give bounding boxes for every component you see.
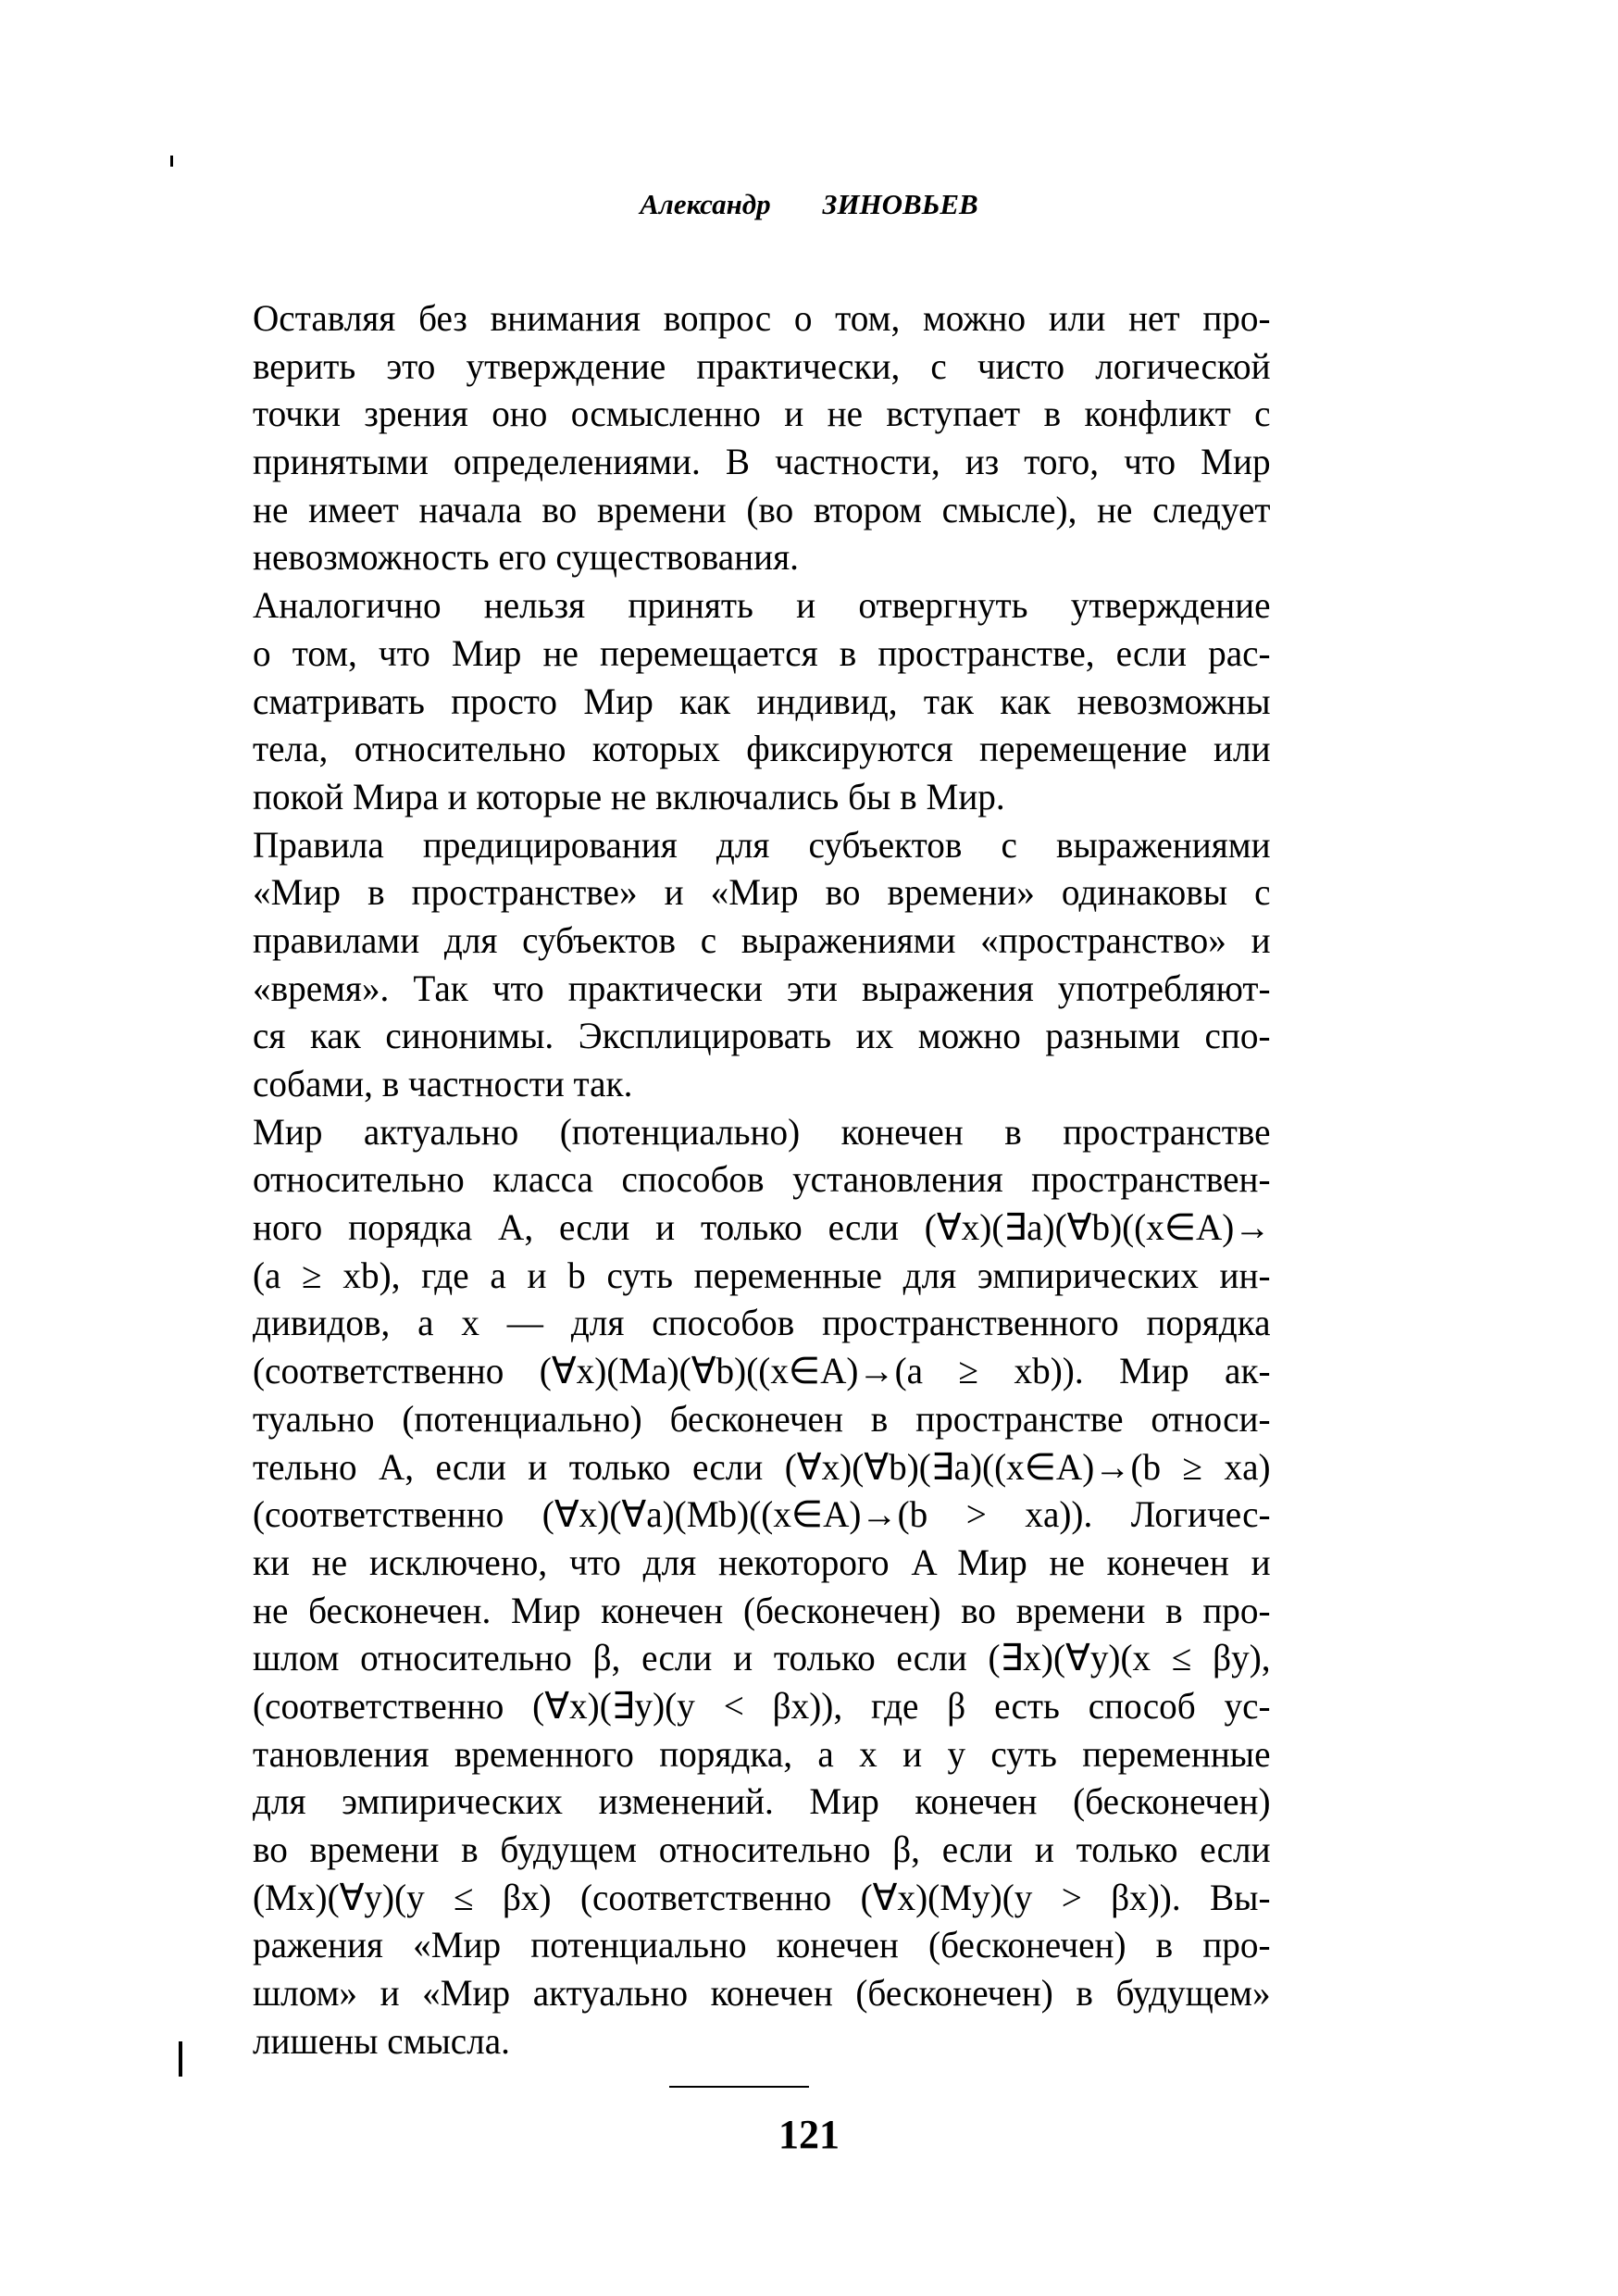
text-line: дивидов, а x — для способов пространственного порядка (253, 1302, 1271, 1344)
text-line: Правила предицирования для субъектов с выражениями (253, 823, 1271, 866)
text-line: во времени в будущем относительно β, если и только если (253, 1828, 1271, 1870)
text-line: не бесконечен. Мир конечен (бесконечен) во времени в про- (253, 1589, 1271, 1631)
text-line: шлом» и «Мир актуально конечен (бесконечен) в будущем» (253, 1972, 1271, 2015)
paragraph (253, 294, 1271, 581)
text-line: покой Мира и которые не включались бы в Мир. (253, 775, 1005, 817)
text-line: (соответственно (∀x)(∃y)(y < βx)), где β есть способ ус- (253, 1684, 1271, 1727)
text-line: «время». Так что практически эти выражения употребляют- (253, 967, 1271, 1009)
page-body (253, 294, 1271, 2065)
text-line: тановления временного порядка, а x и y суть переменные (253, 1732, 1271, 1775)
paragraph (253, 1108, 1271, 2065)
text-line: ки не исключено, что для некоторого A Мир не конечен и (253, 1541, 1271, 1583)
author-first-name: Александр (640, 188, 771, 220)
text-line: Оставляя без внимания вопрос о том, можно или нет про- (253, 297, 1271, 339)
text-line: «Мир в пространстве» и «Мир во времени» одинаковы с (253, 871, 1271, 914)
text-line: шлом относительно β, если и только если (∃x)(∀y)(x ≤ βy), (253, 1637, 1271, 1679)
text-line: сматривать просто Мир как индивид, так как невозможны (253, 680, 1271, 722)
text-line: (a ≥ xb), где a и b суть переменные для эмпирических ин- (253, 1254, 1271, 1296)
text-line: правилами для субъектов с выражениями «пространство» и (253, 918, 1271, 961)
text-line: точки зрения оно осмысленно и не вступает в конфликт с (253, 393, 1271, 435)
text-line: (Mx)(∀y)(y ≤ βx) (соответственно (∀x)(My)(y > βx)). Вы- (253, 1876, 1271, 1918)
text-line: туально (потенциально) бесконечен в пространстве относи- (253, 1397, 1271, 1440)
text-line: для эмпирических изменений. Мир конечен (бесконечен) (253, 1780, 1271, 1823)
scan-mark (170, 156, 173, 167)
scan-mark (179, 2041, 182, 2077)
paragraph (253, 821, 1271, 1108)
text-line: (соответственно (∀x)(∀a)(Mb)((x∈A)→(b > xa)). Логичес- (253, 1493, 1271, 1536)
text-line: Мир актуально (потенциально) конечен в пространстве (253, 1110, 1271, 1153)
text-line: принятыми определениями. В частности, из того, что Мир (253, 441, 1271, 483)
running-header (0, 188, 1618, 221)
text-line: верить это утверждение практически, с чисто логической (253, 344, 1271, 387)
paragraph (253, 581, 1271, 820)
text-line: (соответственно (∀x)(Ma)(∀b)((x∈A)→(a ≥ xb)). Мир ак- (253, 1350, 1271, 1392)
text-line: не имеет начала во времени (во втором смысле), не следует (253, 488, 1271, 530)
author-last-name: ЗИНОВЬЕВ (822, 188, 978, 220)
text-line: ражения «Мир потенциально конечен (бесконечен) в про- (253, 1924, 1271, 1966)
text-line: ного порядка A, если и только если (∀x)(∃a)(∀b)((x∈A)→ (253, 1206, 1271, 1249)
text-line: Аналогично нельзя принять и отвергнуть утверждение (253, 584, 1271, 627)
text-line: тельно A, если и только если (∀x)(∀b)(∃a)((x∈A)→(b ≥ xa) (253, 1445, 1271, 1488)
text-line: невозможность его существования. (253, 536, 799, 579)
text-line: ся как синонимы. Эксплицировать их можно разными спо- (253, 1015, 1271, 1057)
page-number-rule (669, 2086, 809, 2088)
page-number: 121 (778, 2112, 840, 2157)
text-line: о том, что Мир не перемещается в пространстве, если рас- (253, 631, 1271, 674)
text-line: тела, относительно которых фиксируются перемещение или (253, 728, 1271, 770)
text-line: относительно класса способов установления пространствен- (253, 1158, 1271, 1201)
text-line: собами, в частности так. (253, 1063, 633, 1104)
text-line: лишены смысла. (253, 2019, 510, 2062)
